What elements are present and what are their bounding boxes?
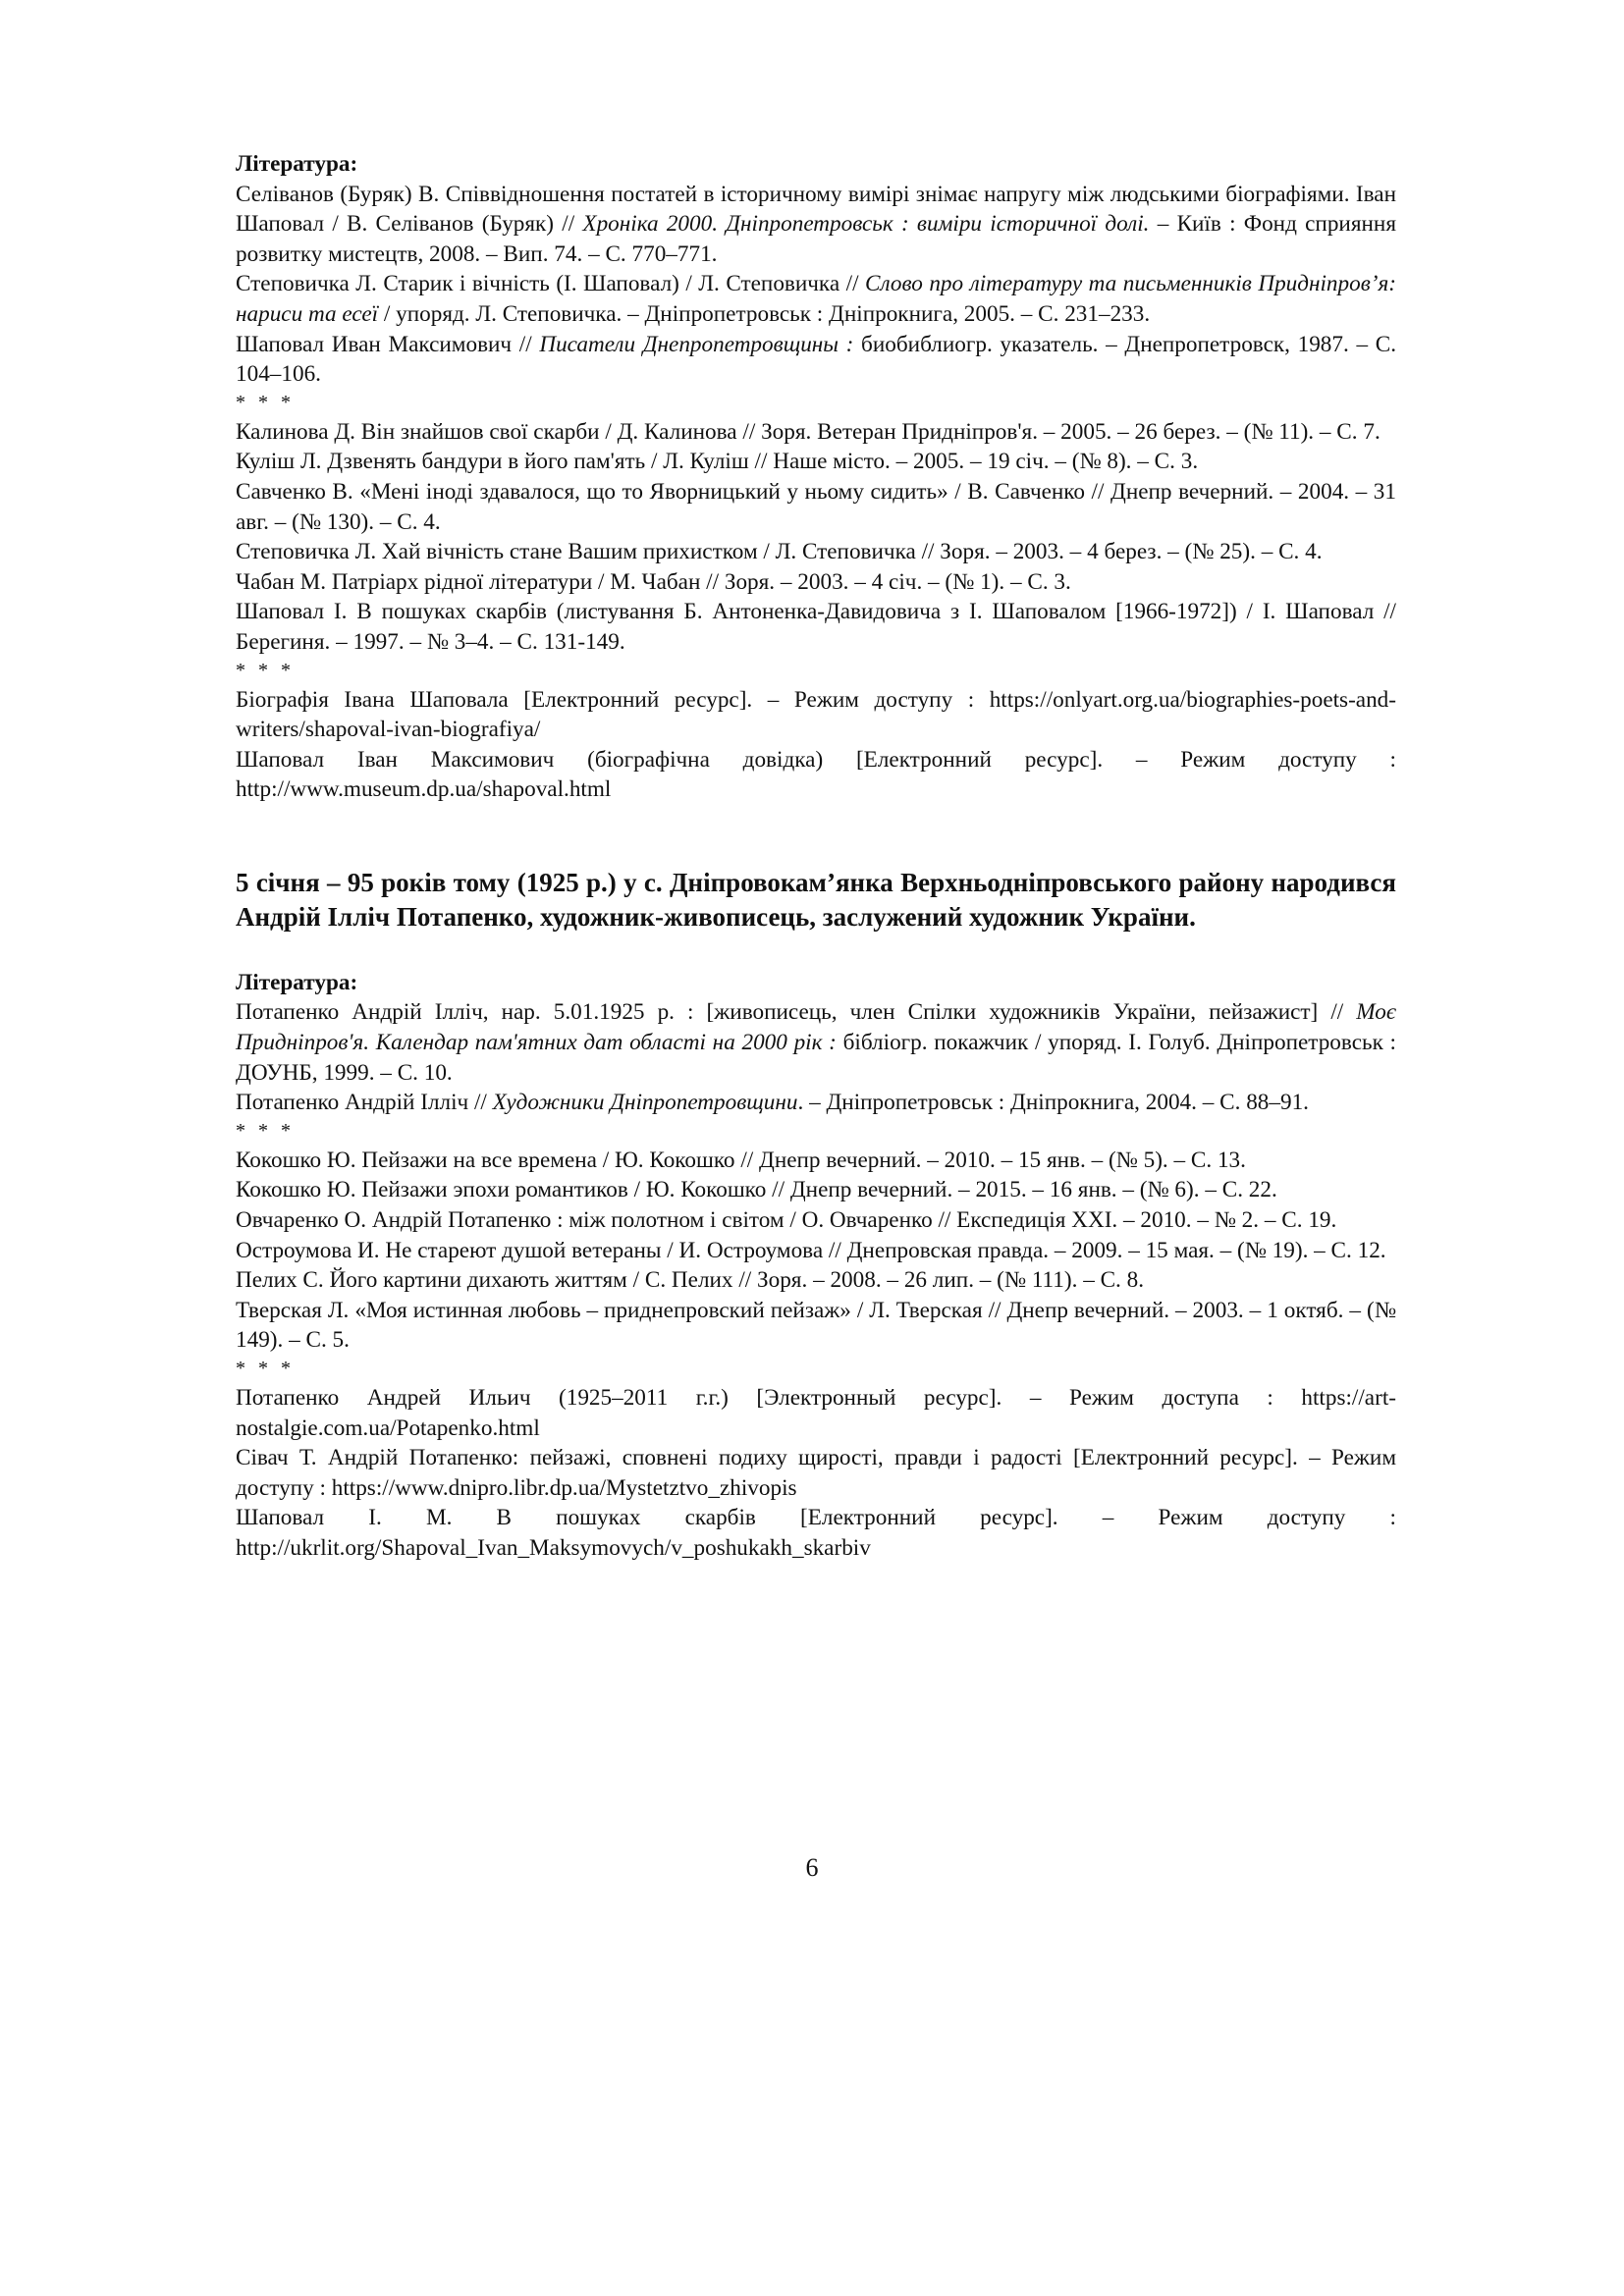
reference-entry: Потапенко Андрей Ильич (1925–2011 г.г.) [Электронный ресурс]. – Режим доступа : https://art-nostalgie.com.ua/Potapenko.html — [236, 1385, 1396, 1441]
literature-title: Література: — [236, 969, 358, 995]
reference-entry: Овчаренко О. Андрій Потапенко : між полотном і світом / О. Овчаренко // Експедиція XXI. – 2010. – № 2. – С. 19. — [236, 1207, 1337, 1234]
reference-title-italic: Писатели Днепропетровщины : — [539, 331, 854, 357]
literature-block-shapoval — [236, 149, 1396, 805]
reference-text: . – Дніпропетровськ : Дніпрокнига, 2004. – С. 88–91. — [797, 1090, 1309, 1116]
reference-entry: Шаповал І. М. В пошуках скарбів [Електронний ресурс]. – Режим доступу : http://ukrlit.org/Shapoval_Ivan_Maksymovych/v_poshukakh_skarbiv — [236, 1505, 1396, 1561]
separator-stars: * * * — [236, 659, 295, 681]
reference-text: Селіванов (Буряк) В. Співвідношення постатей в історичному вимірі знімає напругу між людськими біографіями. Іван Шаповал / В. Селіванов (Буряк) // — [236, 181, 1396, 238]
reference-entry: Остроумова И. Не стареют душой ветераны / И. Остроумова // Днепровская правда. – 2009. – 15 мая. – (№ 19). – С. 12. — [236, 1237, 1386, 1263]
reference-entry — [236, 269, 1396, 329]
press-sources — [236, 1146, 1396, 1356]
reference-entry: Сівач Т. Андрій Потапенко: пейзажі, сповнені подиху щирості, правди і радості [Електронний ресурс]. – Режим доступу : https://www.dnipro.libr.dp.ua/Mystetztvo_zhivopis — [236, 1445, 1396, 1501]
web-sources — [236, 1383, 1396, 1564]
reference-text: бібліогр. покажчик / упоряд. І. Голуб. Дніпропетровськ : ДОУНБ, 1999. – С. 10. — [236, 1030, 1396, 1086]
anniversary-heading: 5 січня – 95 років тому (1925 р.) у с. Дніпровокам’янка Верхньодніпровського району народився Андрій Ілліч Потапенко, художник-живописець, заслужений художник України. — [236, 867, 1396, 932]
reference-text: Шаповал Иван Максимович // — [236, 331, 540, 357]
reference-text: Степовичка Л. Старик і вічність (І. Шаповал) / Л. Степовичка // — [236, 271, 866, 297]
reference-entry — [236, 997, 1396, 1088]
reference-entry: Шаповал Іван Максимович (біографічна довідка) [Електронний ресурс]. – Режим доступу : http://www.museum.dp.ua/shapoval.html — [236, 746, 1396, 803]
reference-entry: Савченко В. «Мені іноді здавалося, що то Яворницький у ньому сидить» / В. Савченко // Днепр вечерний. – 2004. – 31 авг. – (№ 130). – С. 4. — [236, 478, 1396, 535]
reference-entry: Шаповал І. В пошуках скарбів (листування Б. Антоненка-Давидовича з І. Шаповалом [1966-1972]) / І. Шаповал // Берегиня. – 1997. – № 3–4. – С. 131-149. — [236, 599, 1396, 655]
literature-title: Література: — [236, 151, 358, 177]
reference-entry — [236, 1088, 1396, 1118]
reference-entry: Куліш Л. Дзвенять бандури в його пам'ять / Л. Куліш // Наше місто. – 2005. – 19 січ. – (№ 8). – С. 3. — [236, 449, 1199, 475]
reference-entry: Калинова Д. Він знайшов свої скарби / Д. Калинова // Зоря. Ветеран Придніпров'я. – 2005. – 26 берез. – (№ 11). – С. 7. — [236, 418, 1380, 445]
printed-sources — [236, 997, 1396, 1117]
press-sources — [236, 417, 1396, 658]
reference-title-italic: Хроніка 2000. Дніпропетровськ : виміри історичної долі. — [582, 211, 1150, 238]
reference-entry: Тверская Л. «Моя истинная любовь – приднепровский пейзаж» / Л. Тверская // Днепр вечерний. – 2003. – 1 октяб. – (№ 149). – С. 5. — [236, 1297, 1396, 1354]
document-page — [236, 149, 1396, 1564]
reference-text: Потапенко Андрій Ілліч // — [236, 1090, 493, 1116]
reference-title-italic: Художники Дніпропетровщини — [492, 1090, 798, 1116]
separator-stars: * * * — [236, 1119, 295, 1142]
web-sources — [236, 685, 1396, 805]
reference-text: – Київ : Фонд сприяння розвитку мистецтв, 2008. – Вип. 74. – С. 770–771. — [236, 211, 1396, 267]
reference-title-italic: Моє Придніпров'я. Календар пам'ятних дат області на 2000 рік : — [236, 999, 1396, 1056]
separator-stars: * * * — [236, 391, 295, 413]
page-number: 6 — [805, 1853, 819, 1882]
printed-sources — [236, 180, 1396, 390]
reference-text: / упоряд. Л. Степовичка. – Дніпропетровськ : Дніпрокнига, 2005. – С. 231–233. — [378, 300, 1151, 327]
reference-entry: Чабан М. Патріарх рідної літератури / М. Чабан // Зоря. – 2003. – 4 січ. – (№ 1). – С. 3. — [236, 568, 1071, 595]
reference-entry — [236, 330, 1396, 390]
anniversary-section-potapenko — [236, 866, 1396, 1564]
reference-title-italic: Слово про літературу та письменників Придніпров’я: нариси та есеї — [236, 271, 1396, 327]
separator-stars: * * * — [236, 1358, 295, 1379]
reference-entry: Кокошко Ю. Пейзажи эпохи романтиков / Ю. Кокошко // Днепр вечерний. – 2015. – 16 янв. – (№ 6). – С. 22. — [236, 1177, 1277, 1203]
reference-entry: Степовичка Л. Хай вічність стане Вашим прихистком / Л. Степовичка // Зоря. – 2003. – 4 берез. – (№ 25). – С. 4. — [236, 539, 1323, 565]
reference-entry: Біографія Івана Шаповала [Електронний ресурс]. – Режим доступу : https://onlyart.org.ua/biographies-poets-and-writers/shapoval-ivan-biografiya/ — [236, 686, 1396, 743]
reference-entry — [236, 180, 1396, 270]
reference-entry: Пелих С. Його картини дихають життям / С. Пелих // Зоря. – 2008. – 26 лип. – (№ 111). – С. 8. — [236, 1267, 1145, 1294]
reference-text: биобиблиогр. указатель. – Днепропетровск, 1987. – С. 104–106. — [236, 331, 1396, 388]
reference-text: Потапенко Андрій Ілліч, нар. 5.01.1925 р. : [живописець, член Спілки художників України, пейзажист] // — [236, 999, 1357, 1026]
reference-entry: Кокошко Ю. Пейзажи на все времена / Ю. Кокошко // Днепр вечерний. – 2010. – 15 янв. – (№ 5). – С. 13. — [236, 1147, 1246, 1173]
